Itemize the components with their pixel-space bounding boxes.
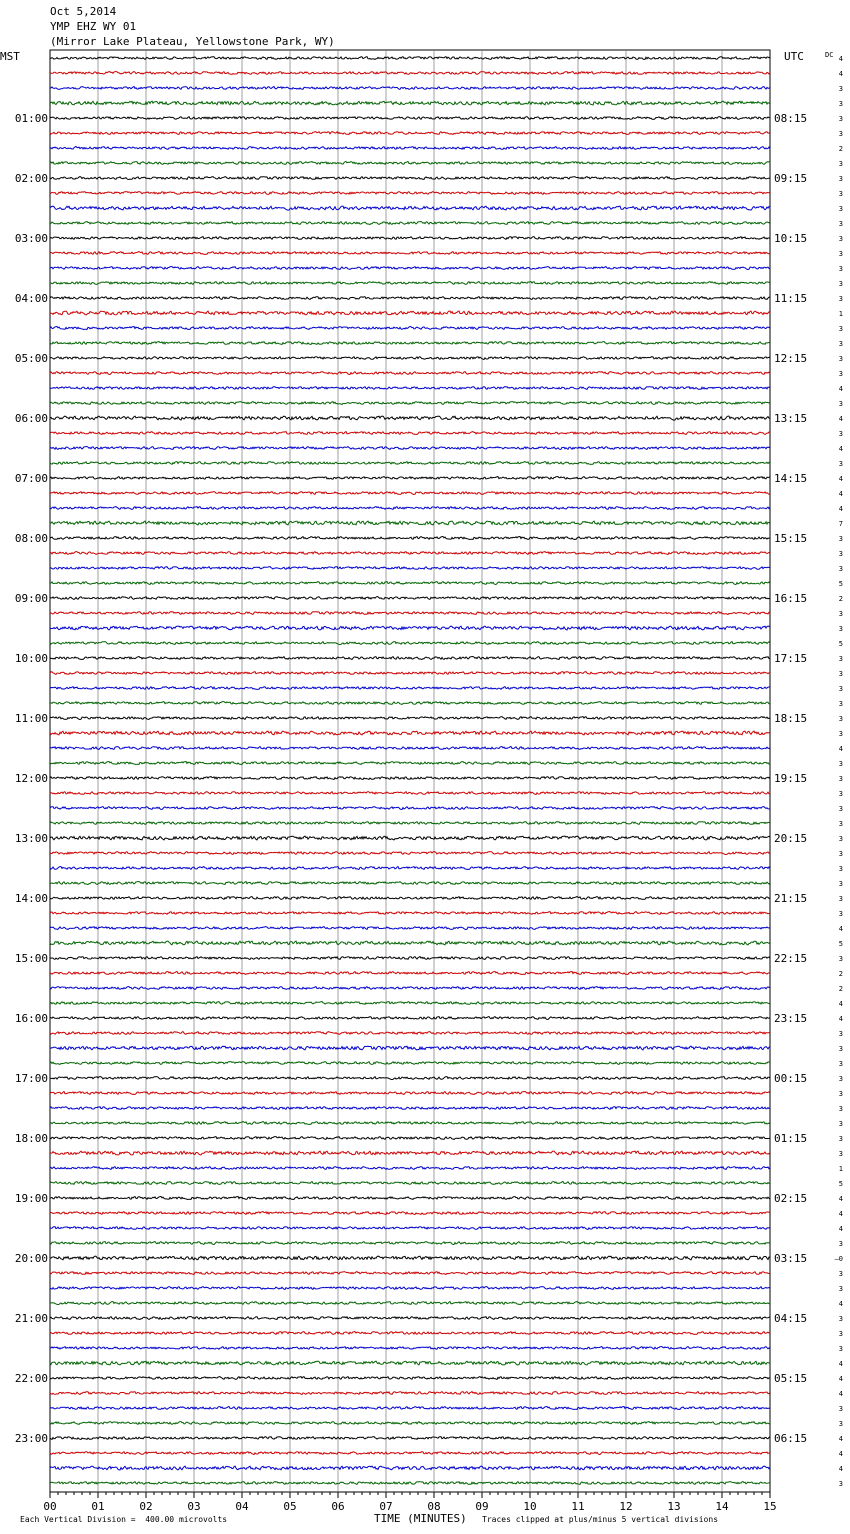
dc-offset-value: 2 <box>838 145 843 153</box>
seismic-traces <box>50 57 770 1485</box>
dc-offset-value: 4 <box>838 1000 843 1008</box>
dc-offset-value: 3 <box>838 190 843 198</box>
mst-axis-label: MST <box>0 50 20 63</box>
trace-line <box>50 297 770 300</box>
utc-hour-label: 19:15 <box>774 772 808 785</box>
trace-line <box>50 87 770 90</box>
dc-offset-value: 3 <box>838 325 843 333</box>
dc-offset-value: 7 <box>838 520 843 528</box>
dc-offset-value: 3 <box>838 535 843 543</box>
utc-hour-label: 21:15 <box>774 892 808 905</box>
dc-offset-value: 3 <box>838 460 843 468</box>
dc-offset-value: 3 <box>838 1075 843 1083</box>
mst-hour-label: 21:00 <box>14 1312 48 1325</box>
trace-line <box>50 402 770 405</box>
dc-offset-value: 4 <box>838 490 843 498</box>
trace-line <box>50 687 770 690</box>
x-tick-label: 11 <box>571 1500 585 1513</box>
mst-hour-label: 15:00 <box>14 952 48 965</box>
trace-line <box>50 132 770 135</box>
dc-offset-value: 4 <box>838 1210 843 1218</box>
dc-offset-value: 3 <box>838 1315 843 1323</box>
utc-axis-label: UTC <box>784 50 804 63</box>
trace-line <box>50 1392 770 1395</box>
x-tick-label: 14 <box>715 1500 729 1513</box>
dc-offset-value: 3 <box>838 820 843 828</box>
trace-line <box>50 147 770 150</box>
trace-line <box>50 492 770 495</box>
dc-offset-value: 3 <box>838 670 843 678</box>
x-tick-label: 08 <box>427 1500 441 1513</box>
dc-offset-value: 3 <box>838 85 843 93</box>
trace-line <box>50 762 770 765</box>
trace-line <box>50 1287 770 1290</box>
dc-offset-value: 3 <box>838 955 843 963</box>
trace-line <box>50 777 770 780</box>
trace-line <box>50 477 770 480</box>
utc-hour-label: 15:15 <box>774 532 808 545</box>
dc-offset-value: 3 <box>838 685 843 693</box>
trace-line <box>50 521 770 525</box>
dc-offset-value: 3 <box>838 715 843 723</box>
dc-offset-value: 3 <box>838 235 843 243</box>
trace-line <box>50 717 770 720</box>
dc-offset-value: 4 <box>838 1465 843 1473</box>
x-tick-label: 10 <box>523 1500 537 1513</box>
dc-offset-value: 3 <box>838 340 843 348</box>
utc-hour-label: 16:15 <box>774 592 808 605</box>
dc-offset-value: 1 <box>838 310 843 318</box>
trace-line <box>50 1377 770 1380</box>
trace-line <box>50 416 770 420</box>
x-tick-label: 12 <box>619 1500 633 1513</box>
trace-line <box>50 1092 770 1095</box>
trace-line <box>50 1032 770 1035</box>
dc-offset-value: 4 <box>838 505 843 513</box>
mst-hour-label: 22:00 <box>14 1372 48 1385</box>
x-tick-label: 05 <box>283 1500 297 1513</box>
trace-line <box>50 867 770 870</box>
utc-hour-label: 18:15 <box>774 712 808 725</box>
dc-offset-value: 3 <box>838 790 843 798</box>
utc-hour-label: 12:15 <box>774 352 808 365</box>
dc-offset-value: 3 <box>838 775 843 783</box>
x-tick-label: 07 <box>379 1500 393 1513</box>
trace-line <box>50 1002 770 1005</box>
dc-offset-value: 3 <box>838 400 843 408</box>
trace-line <box>50 1062 770 1065</box>
dc-offset-value: 3 <box>838 895 843 903</box>
trace-line <box>50 117 770 120</box>
trace-line <box>50 1407 770 1410</box>
trace-line <box>50 626 770 630</box>
dc-offset-value: 3 <box>838 910 843 918</box>
dc-offset-value: 4 <box>838 415 843 423</box>
trace-line <box>50 1242 770 1245</box>
dc-offset-value: 4 <box>838 1450 843 1458</box>
dc-offset-value: 3 <box>838 130 843 138</box>
dc-offset-value: 3 <box>838 100 843 108</box>
trace-line <box>50 342 770 345</box>
trace-line <box>50 1272 770 1275</box>
utc-hour-label: 13:15 <box>774 412 808 425</box>
x-axis-title: TIME (MINUTES) <box>374 1512 467 1525</box>
trace-line <box>50 1017 770 1020</box>
trace-line <box>50 1227 770 1230</box>
trace-line <box>50 432 770 435</box>
trace-line <box>50 941 770 945</box>
clipping-note: Traces clipped at plus/minus 5 vertical divisions <box>482 1515 719 1524</box>
utc-hour-label: 05:15 <box>774 1372 808 1385</box>
utc-hour-label: 04:15 <box>774 1312 808 1325</box>
mst-hour-label: 18:00 <box>14 1132 48 1145</box>
trace-line <box>50 537 770 540</box>
trace-line <box>50 372 770 375</box>
trace-line <box>50 1466 770 1470</box>
trace-line <box>50 1077 770 1080</box>
trace-line <box>50 822 770 825</box>
trace-line <box>50 462 770 465</box>
dc-offset-value: 3 <box>838 1345 843 1353</box>
dc-offset-value: 3 <box>838 1030 843 1038</box>
utc-hour-label: 03:15 <box>774 1252 808 1265</box>
dc-offset-value: 4 <box>838 55 843 63</box>
trace-line <box>50 957 770 960</box>
trace-line <box>50 1182 770 1185</box>
utc-hour-label: 02:15 <box>774 1192 808 1205</box>
dc-offset-value: 2 <box>838 985 843 993</box>
vertical-division-note: Each Vertical Division = 400.00 microvolts <box>20 1515 228 1524</box>
dc-offset-value: 3 <box>838 1045 843 1053</box>
dc-offset-value: 4 <box>838 1015 843 1023</box>
dc-offset-value: 3 <box>838 700 843 708</box>
trace-line <box>50 612 770 615</box>
dc-offset-value: 3 <box>838 430 843 438</box>
dc-label: DC <box>825 51 834 59</box>
x-tick-label: 09 <box>475 1500 489 1513</box>
dc-offset-value: 2 <box>838 970 843 978</box>
dc-offset-value: 3 <box>838 280 843 288</box>
trace-line <box>50 987 770 990</box>
trace-line <box>50 897 770 900</box>
dc-offset-value: 3 <box>838 1090 843 1098</box>
dc-offset-value: –0 <box>834 1255 843 1263</box>
mst-hour-label: 03:00 <box>14 232 48 245</box>
dc-offset-value: 3 <box>838 1060 843 1068</box>
dc-offset-value: 3 <box>838 250 843 258</box>
dc-offset-value: 3 <box>838 1240 843 1248</box>
utc-hour-label: 17:15 <box>774 652 808 665</box>
dc-offset-value: 4 <box>838 745 843 753</box>
trace-line <box>50 642 770 645</box>
trace-line <box>50 72 770 75</box>
mst-hour-label: 13:00 <box>14 832 48 845</box>
trace-line <box>50 747 770 750</box>
trace-line <box>50 267 770 270</box>
station-name: YMP EHZ WY 01 <box>50 20 137 33</box>
trace-line <box>50 1422 770 1425</box>
axis-labels <box>0 50 843 1513</box>
trace-line <box>50 1437 770 1440</box>
trace-line <box>50 882 770 885</box>
dc-offset-value: 3 <box>838 550 843 558</box>
trace-line <box>50 852 770 855</box>
dc-offset-value: 5 <box>838 940 843 948</box>
trace-line <box>50 447 770 450</box>
dc-offset-value: 3 <box>838 1105 843 1113</box>
trace-line <box>50 1361 770 1365</box>
trace-line <box>50 1107 770 1110</box>
mst-hour-label: 04:00 <box>14 292 48 305</box>
x-tick-label: 03 <box>187 1500 201 1513</box>
trace-line <box>50 792 770 795</box>
mst-hour-label: 05:00 <box>14 352 48 365</box>
trace-line <box>50 101 770 105</box>
dc-offset-value: 3 <box>838 1285 843 1293</box>
dc-offset-value: 5 <box>838 580 843 588</box>
dc-offset-value: 4 <box>838 1225 843 1233</box>
utc-hour-label: 09:15 <box>774 172 808 185</box>
mst-hour-label: 06:00 <box>14 412 48 425</box>
dc-offset-value: 3 <box>838 1150 843 1158</box>
dc-offset-value: 3 <box>838 175 843 183</box>
trace-line <box>50 177 770 180</box>
dc-offset-value: 3 <box>838 625 843 633</box>
trace-line <box>50 357 770 360</box>
x-tick-label: 02 <box>139 1500 153 1513</box>
trace-line <box>50 1197 770 1200</box>
dc-offset-value: 3 <box>838 1405 843 1413</box>
dc-offset-value: 2 <box>838 595 843 603</box>
x-tick-label: 15 <box>763 1500 777 1513</box>
utc-hour-label: 01:15 <box>774 1132 808 1145</box>
trace-line <box>50 387 770 390</box>
trace-line <box>50 1332 770 1335</box>
trace-line <box>50 597 770 600</box>
trace-line <box>50 1317 770 1320</box>
mst-hour-label: 11:00 <box>14 712 48 725</box>
dc-offset-value: 3 <box>838 805 843 813</box>
dc-offset-value: 3 <box>838 730 843 738</box>
dc-offset-value: 4 <box>838 1435 843 1443</box>
trace-line <box>50 1151 770 1155</box>
trace-line <box>50 672 770 675</box>
trace-line <box>50 927 770 930</box>
mst-hour-label: 09:00 <box>14 592 48 605</box>
dc-offset-value: 3 <box>838 1420 843 1428</box>
trace-line <box>50 1046 770 1050</box>
grid-lines <box>50 50 770 1492</box>
dc-offset-value: 5 <box>838 1180 843 1188</box>
plot-date: Oct 5,2014 <box>50 5 117 18</box>
utc-hour-label: 08:15 <box>774 112 808 125</box>
trace-line <box>50 657 770 660</box>
utc-hour-label: 20:15 <box>774 832 808 845</box>
mst-hour-label: 10:00 <box>14 652 48 665</box>
trace-line <box>50 1256 770 1260</box>
trace-line <box>50 836 770 840</box>
dc-offset-value: 3 <box>838 835 843 843</box>
trace-line <box>50 702 770 705</box>
x-tick-label: 01 <box>91 1500 105 1513</box>
mst-hour-label: 17:00 <box>14 1072 48 1085</box>
dc-offset-value: 4 <box>838 385 843 393</box>
dc-offset-value: 4 <box>838 70 843 78</box>
x-tick-label: 04 <box>235 1500 249 1513</box>
mst-hour-label: 23:00 <box>14 1432 48 1445</box>
trace-line <box>50 206 770 210</box>
dc-offset-value: 3 <box>838 760 843 768</box>
trace-line <box>50 1347 770 1350</box>
mst-hour-label: 02:00 <box>14 172 48 185</box>
dc-offset-value: 3 <box>838 1480 843 1488</box>
dc-offset-value: 3 <box>838 850 843 858</box>
dc-offset-value: 1 <box>838 1165 843 1173</box>
mst-hour-label: 01:00 <box>14 112 48 125</box>
mst-hour-label: 07:00 <box>14 472 48 485</box>
plot-frame <box>50 50 770 1492</box>
mst-hour-label: 19:00 <box>14 1192 48 1205</box>
dc-offset-value: 3 <box>838 1270 843 1278</box>
dc-offset-value: 4 <box>838 475 843 483</box>
utc-hour-label: 11:15 <box>774 292 808 305</box>
trace-line <box>50 807 770 810</box>
dc-offset-value: 3 <box>838 610 843 618</box>
trace-line <box>50 1482 770 1485</box>
dc-offset-value: 4 <box>838 445 843 453</box>
dc-offset-value: 4 <box>838 1360 843 1368</box>
trace-line <box>50 327 770 330</box>
dc-offset-value: 4 <box>838 1390 843 1398</box>
dc-offset-value: 3 <box>838 1120 843 1128</box>
dc-offset-value: 3 <box>838 355 843 363</box>
trace-line <box>50 1167 770 1170</box>
trace-line <box>50 1137 770 1140</box>
dc-offset-value: 3 <box>838 1135 843 1143</box>
trace-line <box>50 222 770 225</box>
dc-offset-value: 3 <box>838 865 843 873</box>
trace-line <box>50 552 770 555</box>
dc-offset-value: 4 <box>838 1375 843 1383</box>
x-tick-label: 06 <box>331 1500 345 1513</box>
dc-offset-value: 3 <box>838 1330 843 1338</box>
mst-hour-label: 16:00 <box>14 1012 48 1025</box>
dc-offset-value: 5 <box>838 640 843 648</box>
dc-offset-value: 3 <box>838 220 843 228</box>
station-location: (Mirror Lake Plateau, Yellowstone Park, WY) <box>50 35 335 48</box>
trace-line <box>50 912 770 915</box>
mst-hour-label: 12:00 <box>14 772 48 785</box>
trace-line <box>50 582 770 585</box>
dc-offset-value: 3 <box>838 295 843 303</box>
trace-line <box>50 1452 770 1455</box>
trace-line <box>50 237 770 240</box>
trace-line <box>50 282 770 285</box>
trace-line <box>50 252 770 255</box>
trace-line <box>50 567 770 570</box>
dc-offset-value: 4 <box>838 1300 843 1308</box>
x-tick-label: 00 <box>43 1500 57 1513</box>
utc-hour-label: 23:15 <box>774 1012 808 1025</box>
mst-hour-label: 14:00 <box>14 892 48 905</box>
dc-offset-value: 3 <box>838 160 843 168</box>
utc-hour-label: 22:15 <box>774 952 808 965</box>
trace-line <box>50 1122 770 1125</box>
trace-line <box>50 311 770 315</box>
trace-line <box>50 192 770 195</box>
dc-offset-value: 4 <box>838 925 843 933</box>
mst-hour-label: 20:00 <box>14 1252 48 1265</box>
utc-hour-label: 00:15 <box>774 1072 808 1085</box>
dc-offset-value: 3 <box>838 115 843 123</box>
dc-offset-value: 3 <box>838 205 843 213</box>
trace-line <box>50 57 770 60</box>
dc-offset-value: 3 <box>838 565 843 573</box>
dc-offset-value: 4 <box>838 1195 843 1203</box>
mst-hour-label: 08:00 <box>14 532 48 545</box>
trace-line <box>50 1302 770 1305</box>
utc-hour-label: 06:15 <box>774 1432 808 1445</box>
trace-line <box>50 1212 770 1215</box>
utc-hour-label: 14:15 <box>774 472 808 485</box>
trace-line <box>50 162 770 165</box>
dc-offset-value: 3 <box>838 265 843 273</box>
trace-line <box>50 731 770 735</box>
dc-offset-value: 3 <box>838 655 843 663</box>
dc-offset-value: 3 <box>838 880 843 888</box>
utc-hour-label: 10:15 <box>774 232 808 245</box>
x-tick-label: 13 <box>667 1500 681 1513</box>
trace-line <box>50 507 770 510</box>
dc-offset-value: 3 <box>838 370 843 378</box>
trace-line <box>50 972 770 975</box>
